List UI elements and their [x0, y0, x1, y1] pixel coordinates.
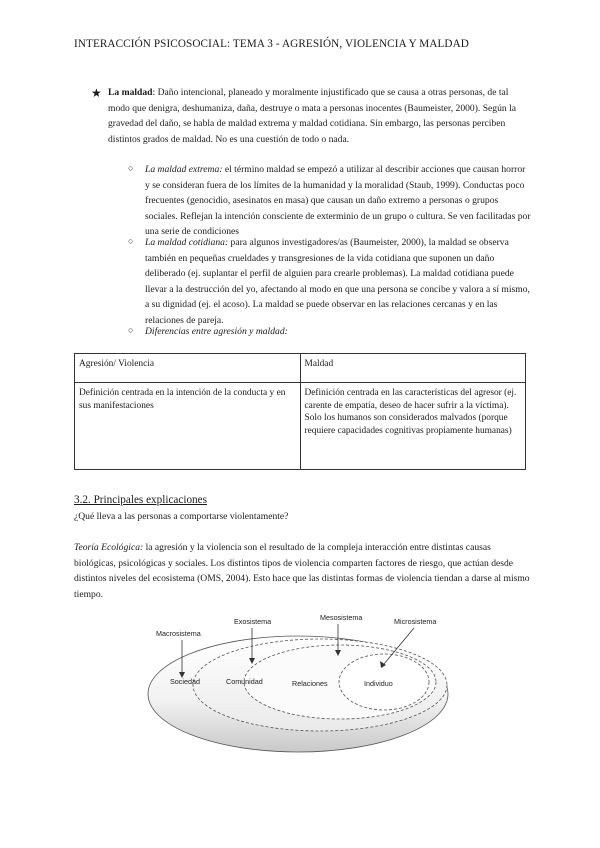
- maldad-text: : Daño intencional, planeado y moralmente injustificado que se causa a otras personas, de tal modo que denigra, deshumaniza, daña, destruye o mata a personas inocentes (Baumeister, 2000). Según la gravedad del daño, se habla de maldad extrema y maldad cotidiana. Sin embargo, las personas perciben distintos grados de maldad. No es una cuestión de todo o nada.: [108, 87, 517, 145]
- circle-bullet-icon: ○: [128, 236, 134, 246]
- table-cell-maldad: Definición centrada en las características del agresor (ej. carente de empatía, deseo de hacer sufrir a la víctima). Solo los humanos son considerados malvados (porque requiere capacidades cognitivas propiamente humanas): [300, 383, 526, 470]
- ecological-model-diagram: [140, 610, 460, 760]
- label-individuo: Individuo: [364, 679, 393, 688]
- maldad-extrema-term: La maldad extrema:: [145, 164, 223, 175]
- maldad-extrema-item: [145, 162, 531, 240]
- teoria-ecologica-term: Teoría Ecológica:: [74, 542, 144, 553]
- section-question: ¿Qué lleva a las personas a comportarse violentamente?: [74, 511, 289, 522]
- circle-bullet-icon: ○: [128, 325, 134, 335]
- maldad-definition: [108, 85, 528, 147]
- label-mesosistema: Mesosistema: [320, 613, 363, 622]
- star-bullet-icon: ★: [91, 86, 102, 100]
- label-macrosistema: Macrosistema: [156, 629, 201, 638]
- maldad-term: La maldad: [108, 87, 153, 98]
- comparison-table: [74, 353, 526, 470]
- label-sociedad: Sociedad: [170, 677, 200, 686]
- maldad-cotidiana-text: para algunos investigadores/as (Baumeister, 2000), la maldad se observa también en pequeñas crueldades y transgresiones de la vida cotidiana que suponen un daño deliberado (ej. suplantar el perfil de alguien para crearle problemas). La maldad cotidiana puede llevar a la destrucción del yo, afectando al modo en que una persona se concibe y valora a sí mismo, a su dignidad (ej. el acoso). La maldad se puede observar en las relaciones cercanas y en las relaciones de pareja.: [145, 237, 530, 326]
- page-header: INTERACCIÓN PSICOSOCIAL: TEMA 3 - AGRESIÓN, VIOLENCIA Y MALDAD: [74, 38, 469, 50]
- diferencias-item: [145, 324, 531, 340]
- table-cell-agresion: Definición centrada en la intención de la conducta y en sus manifestaciones: [75, 383, 301, 470]
- label-comunidad: Comunidad: [226, 677, 263, 686]
- label-exosistema: Exosistema: [234, 617, 272, 626]
- maldad-cotidiana-item: [145, 235, 531, 329]
- label-microsistema: Microsistema: [394, 617, 437, 626]
- circle-bullet-icon: ○: [128, 163, 134, 173]
- table-row: [75, 383, 526, 470]
- teoria-ecologica-paragraph: [74, 540, 530, 602]
- section-title: 3.2. Principales explicaciones: [74, 494, 207, 506]
- label-relaciones: Relaciones: [292, 679, 328, 688]
- table-header-maldad: Maldad: [300, 354, 526, 383]
- table-header-agresion: Agresión/ Violencia: [75, 354, 301, 383]
- table-header-row: [75, 354, 526, 383]
- diferencias-term: Diferencias entre agresión y maldad:: [145, 326, 288, 337]
- maldad-extrema-text: el término maldad se empezó a utilizar al describir acciones que causan horror y se consideran fuera de los límites de la humanidad y la moralidad (Staub, 1999). Conductas poco frecuentes (genocidio, asesinatos en masa) que causan un daño extremo a personas o grupos sociales. Reflejan la intención consciente de exterminio de un grupo o cultura. Se ven facilitadas por una serie de condiciones: [145, 164, 531, 238]
- maldad-cotidiana-term: La maldad cotidiana:: [145, 237, 229, 248]
- teoria-ecologica-text: la agresión y la violencia son el resultado de la compleja interacción entre distintas causas biológicas, psicológicas y sociales. Los distintos tipos de violencia comparten factores de riesgo, que actúan desde distintos niveles del ecosistema (OMS, 2004). Esto hace que las distintas formas de violencia tiendan a darse al mismo tiempo.: [74, 542, 530, 600]
